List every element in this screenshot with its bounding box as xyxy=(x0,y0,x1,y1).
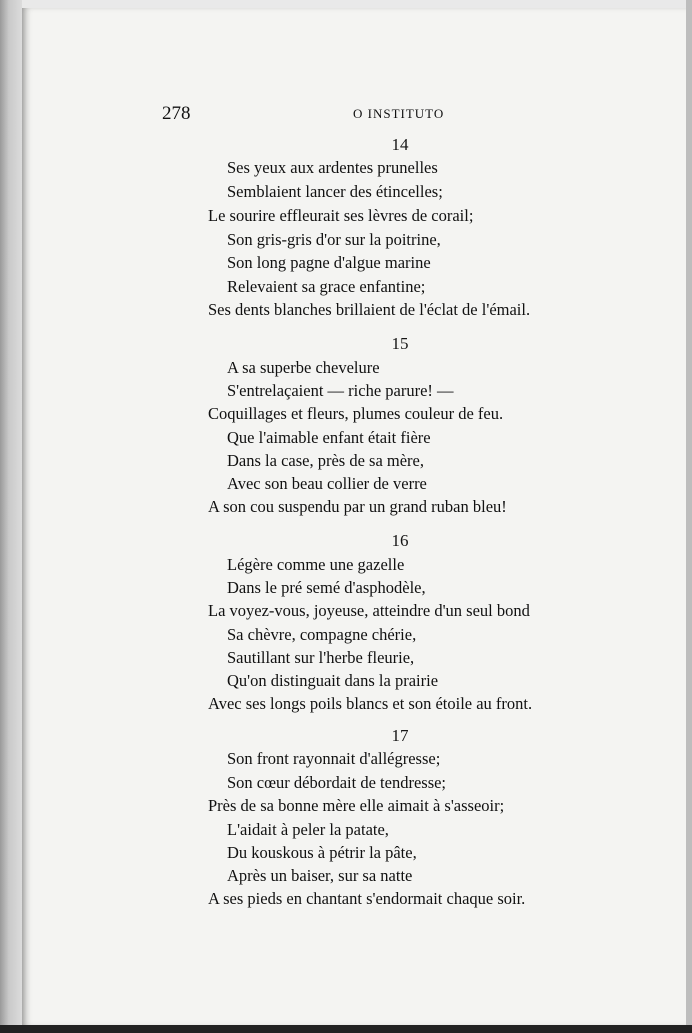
poem-line: A ses pieds en chantant s'endormait chaque soir. xyxy=(208,889,526,908)
poem-line: Près de sa bonne mère elle aimait à s'asseoir; xyxy=(208,796,505,815)
poem-line: Dans la case, près de sa mère, xyxy=(227,451,424,470)
poem-line: Relevaient sa grace enfantine; xyxy=(227,277,426,296)
poem-line: Sautillant sur l'herbe fleurie, xyxy=(227,648,415,667)
poem-line: Le sourire effleurait ses lèvres de corail; xyxy=(208,206,474,225)
poem-line: La voyez-vous, joyeuse, atteindre d'un seul bond xyxy=(208,601,530,620)
stanza-number: 16 xyxy=(391,531,409,550)
poem-line: Semblaient lancer des étincelles; xyxy=(227,182,443,201)
poem-line: Du kouskous à pétrir la pâte, xyxy=(227,843,417,862)
page-right-edge xyxy=(686,0,692,1033)
poem-line: Ses dents blanches brillaient de l'éclat de l'émail. xyxy=(208,300,531,319)
poem-line: Coquillages et fleurs, plumes couleur de feu. xyxy=(208,404,504,423)
poem-line: Avec ses longs poils blancs et son étoile au front. xyxy=(208,694,533,713)
poem-line: A son cou suspendu par un grand ruban bleu! xyxy=(208,497,507,516)
poem-line: S'entrelaçaient — riche parure! — xyxy=(227,381,454,400)
stanza-number: 17 xyxy=(391,726,409,745)
poem-line: Dans le pré semé d'asphodèle, xyxy=(227,578,426,597)
poem-line: Après un baiser, sur sa natte xyxy=(227,866,413,885)
poem-line: Que l'aimable enfant était fière xyxy=(227,428,431,447)
poem-line: Son gris-gris d'or sur la poitrine, xyxy=(227,230,441,249)
page-number: 278 xyxy=(162,103,191,124)
poem-line: A sa superbe chevelure xyxy=(227,358,380,377)
book-spine-edge xyxy=(0,0,22,1033)
poem-line: Qu'on distinguait dans la prairie xyxy=(227,671,439,690)
poem-line: L'aidait à peler la patate, xyxy=(227,820,389,839)
poem-line: Son front rayonnait d'allégresse; xyxy=(227,749,441,768)
stanza-number: 15 xyxy=(391,334,409,353)
poem-line: Légère comme une gazelle xyxy=(227,555,405,574)
poem-line: Sa chèvre, compagne chérie, xyxy=(227,625,417,644)
poem-line: Avec son beau collier de verre xyxy=(227,474,427,493)
poem-line: Son long pagne d'algue marine xyxy=(227,253,431,272)
stanza-number: 14 xyxy=(391,135,409,154)
poem-line: Son cœur débordait de tendresse; xyxy=(227,773,447,792)
page-bottom-edge xyxy=(0,1025,692,1033)
poem-line: Ses yeux aux ardentes prunelles xyxy=(227,158,438,177)
running-head: O INSTITUTO xyxy=(353,106,445,121)
